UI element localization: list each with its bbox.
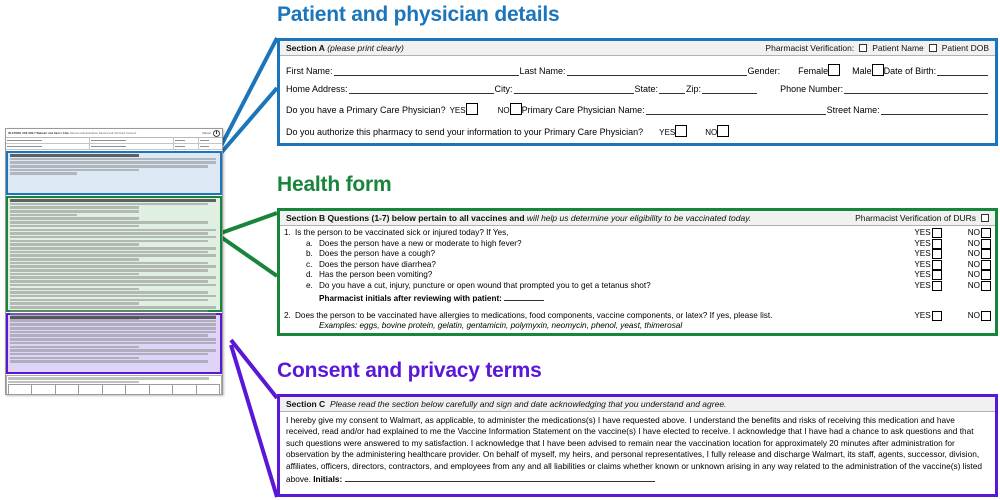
label-authorize-no: NO bbox=[705, 128, 718, 137]
question-row bbox=[280, 311, 995, 322]
no-label: NO bbox=[967, 238, 980, 248]
section-b-bar bbox=[280, 211, 995, 226]
thumbnail-admin-table bbox=[6, 375, 222, 395]
question-letter: c. bbox=[306, 259, 313, 269]
checkbox-q2-yes[interactable] bbox=[932, 311, 942, 321]
connector-blue-lower bbox=[221, 88, 277, 153]
label-home-address: Home Address: bbox=[286, 84, 348, 94]
label-female: Female bbox=[798, 66, 829, 76]
label-pcp-name: Primary Care Physician Name: bbox=[521, 105, 645, 115]
yes-label: YES bbox=[914, 310, 931, 320]
checkbox-patient-dob[interactable] bbox=[929, 44, 937, 52]
label-city: City: bbox=[494, 84, 513, 94]
checkbox-female[interactable] bbox=[828, 64, 840, 76]
question-number: 1. bbox=[284, 228, 291, 237]
no-label: NO bbox=[967, 280, 980, 290]
no-label: NO bbox=[967, 310, 980, 320]
question-row bbox=[280, 249, 995, 260]
label-phone: Phone Number: bbox=[780, 84, 844, 94]
label-male: Male bbox=[852, 66, 872, 76]
no-label: NO bbox=[967, 259, 980, 269]
pharmacist-initials-row bbox=[280, 291, 995, 305]
question-letter: d. bbox=[306, 270, 313, 279]
yes-label: YES bbox=[914, 280, 931, 290]
document-thumbnail[interactable] bbox=[5, 128, 223, 395]
checkbox-q1e-yes[interactable] bbox=[932, 281, 942, 291]
thumbnail-header bbox=[6, 129, 222, 138]
no-label: NO bbox=[967, 270, 980, 279]
label-state: State: bbox=[634, 84, 659, 94]
label-pcp-yes: YES bbox=[449, 106, 466, 115]
heading-patient-physician: Patient and physician details bbox=[277, 3, 560, 26]
label-pcp-question: Do you have a Primary Care Physician? bbox=[286, 105, 446, 115]
yes-label: YES bbox=[914, 259, 931, 269]
section-b-sublabel: will help us determine your eligibility to be vaccinated today. bbox=[526, 213, 752, 223]
checkbox-pcp-no[interactable] bbox=[510, 103, 522, 115]
input-city[interactable] bbox=[514, 84, 634, 94]
checkbox-q1a-no[interactable] bbox=[981, 239, 991, 249]
checkbox-q1b-no[interactable] bbox=[981, 249, 991, 259]
thumbnail-brand: Walmart bbox=[202, 131, 211, 135]
section-a-label: Section A bbox=[286, 43, 325, 53]
checkbox-q1c-no[interactable] bbox=[981, 260, 991, 270]
question-row bbox=[280, 239, 995, 250]
panel-section-c bbox=[277, 394, 998, 497]
question-row bbox=[280, 260, 995, 271]
input-pcp-name[interactable] bbox=[646, 105, 826, 115]
input-home-address[interactable] bbox=[349, 84, 494, 94]
yes-label: YES bbox=[914, 228, 931, 237]
thumbnail-title: IN-STORE USE ONLY Walmart and Sam's Club Vaccine Administration Record and Informed Consent bbox=[8, 131, 137, 135]
thumbnail-section-b bbox=[6, 196, 222, 312]
input-pharmacist-initials[interactable] bbox=[504, 291, 544, 301]
label-gender: Gender: bbox=[747, 66, 781, 76]
consent-body bbox=[280, 412, 995, 485]
connector-green-lower bbox=[221, 237, 277, 276]
label-last-name: Last Name: bbox=[519, 66, 566, 76]
checkbox-q1b-yes[interactable] bbox=[932, 249, 942, 259]
input-consent-initials[interactable] bbox=[345, 472, 655, 482]
section-b-label: Section B Questions (1-7) below pertain to all vaccines and bbox=[286, 213, 525, 223]
checkbox-q1d-yes[interactable] bbox=[932, 270, 942, 280]
heading-consent-privacy: Consent and privacy terms bbox=[277, 359, 542, 382]
checkbox-q1e-no[interactable] bbox=[981, 281, 991, 291]
label-dur-verification: Pharmacist Verification of DURs bbox=[855, 213, 976, 223]
spark-icon bbox=[213, 130, 220, 137]
label-street-name: Street Name: bbox=[826, 105, 880, 115]
input-first-name[interactable] bbox=[334, 66, 519, 76]
checkbox-q1-no[interactable] bbox=[981, 228, 991, 238]
label-patient-name: Patient Name bbox=[872, 43, 924, 53]
consent-body-text: I hereby give my consent to Walmart, as applicable, to administer the medications(s) I have requested above. I understand the benefits and risks of receiving this medication and have received, read and/or had explained to me the Vaccine Information Statement on the vaccine(s) I have elected to receive. I acknowledge that I have had a chance to ask questions and that such questions were answered to my satisfaction. I acknowledge that I have been advised to remain near the vaccination location for approximately 20 minutes after administration for observation by the administering healthcare provider. On behalf of myself, my heirs, and personal representatives, I fully release and discharge Walmart, its staff, agents, successor, division, affiliates, officers, directors, contractors, and employees from any and all liabilities or claims whether known or unknown arising in any way related to the administration of the vaccine(s) listed above. bbox=[286, 415, 983, 485]
question-letter: e. bbox=[306, 280, 313, 290]
section-b-question-list bbox=[280, 226, 995, 332]
no-label: NO bbox=[967, 249, 980, 258]
question-examples: Examples: eggs, bovine protein, gelatin, gentamicin, polymyxin, neomycin, phenol, yeast, thimerosal bbox=[319, 321, 683, 330]
question-number: 2. bbox=[284, 310, 291, 320]
section-c-label: Section C bbox=[286, 399, 326, 409]
input-state[interactable] bbox=[659, 84, 685, 94]
checkbox-patient-name[interactable] bbox=[859, 44, 867, 52]
connector-blue-upper bbox=[221, 38, 277, 146]
label-authorize-question: Do you authorize this pharmacy to send your information to your Primary Care Physician? bbox=[286, 127, 644, 137]
question-row bbox=[280, 270, 995, 281]
question-row bbox=[280, 228, 995, 239]
question-row bbox=[280, 281, 995, 292]
question-text: Does the person have diarrhea? bbox=[319, 259, 436, 269]
thumbnail-section-a bbox=[6, 151, 222, 195]
label-patient-dob: Patient DOB bbox=[941, 43, 989, 53]
label-authorize-yes: YES bbox=[659, 128, 676, 137]
label-pharmacist-initials: Pharmacist initials after reviewing with patient: bbox=[319, 294, 502, 303]
section-a-bar bbox=[280, 41, 995, 56]
label-zip: Zip: bbox=[686, 84, 702, 94]
checkbox-q1-yes[interactable] bbox=[932, 228, 942, 238]
section-c-sublabel: Please read the section below carefully and sign and date acknowledging that you understand and agree. bbox=[329, 399, 727, 409]
yes-label: YES bbox=[914, 249, 931, 258]
yes-label: YES bbox=[914, 270, 931, 279]
label-dob: Date of Birth: bbox=[883, 66, 937, 76]
section-c-bar bbox=[280, 397, 995, 412]
thumbnail-section-c bbox=[6, 313, 222, 374]
input-last-name[interactable] bbox=[567, 66, 747, 76]
label-consent-initials: Initials: bbox=[313, 474, 343, 485]
yes-label: YES bbox=[914, 238, 931, 248]
no-label: NO bbox=[967, 228, 980, 237]
connector-purple-upper bbox=[231, 340, 277, 398]
input-zip[interactable] bbox=[702, 84, 757, 94]
label-pcp-no: NO bbox=[497, 106, 510, 115]
checkbox-authorize-yes[interactable] bbox=[675, 125, 687, 137]
connector-purple-lower bbox=[231, 345, 277, 497]
question-text: Does the person to be vaccinated have allergies to medications, food components, vaccine components, or latex? If yes, please list. bbox=[295, 310, 773, 320]
section-a-sublabel: (please print clearly) bbox=[327, 43, 404, 53]
question-text: Do you have a cut, injury, puncture or open wound that prompted you to get a tetanus shot? bbox=[319, 280, 651, 290]
pharmacist-verification-label: Pharmacist Verification: bbox=[765, 43, 855, 53]
checkbox-authorize-no[interactable] bbox=[717, 125, 729, 137]
checkbox-dur-verification[interactable] bbox=[981, 214, 989, 222]
label-first-name: First Name: bbox=[286, 66, 333, 76]
panel-section-b bbox=[277, 208, 998, 336]
question-examples-row bbox=[280, 321, 995, 332]
panel-section-a bbox=[277, 38, 998, 146]
question-text: Does the person have a cough? bbox=[319, 249, 436, 258]
checkbox-q1a-yes[interactable] bbox=[932, 239, 942, 249]
checkbox-q1c-yes[interactable] bbox=[932, 260, 942, 270]
input-dob[interactable] bbox=[937, 66, 988, 76]
input-street-name[interactable] bbox=[881, 105, 988, 115]
question-text: Has the person been vomiting? bbox=[319, 270, 433, 279]
checkbox-q1d-no[interactable] bbox=[981, 270, 991, 280]
connector-green-upper bbox=[221, 213, 277, 233]
question-letter: a. bbox=[306, 238, 313, 248]
checkbox-pcp-yes[interactable] bbox=[466, 103, 478, 115]
question-text: Does the person have a new or moderate to high fever? bbox=[319, 238, 522, 248]
checkbox-male[interactable] bbox=[872, 64, 884, 76]
checkbox-q2-no[interactable] bbox=[981, 311, 991, 321]
thumbnail-top-table bbox=[6, 138, 222, 150]
question-text: Is the person to be vaccinated sick or injured today? If Yes, bbox=[295, 228, 509, 237]
question-letter: b. bbox=[306, 249, 313, 258]
input-phone[interactable] bbox=[844, 84, 988, 94]
heading-health-form: Health form bbox=[277, 173, 392, 196]
